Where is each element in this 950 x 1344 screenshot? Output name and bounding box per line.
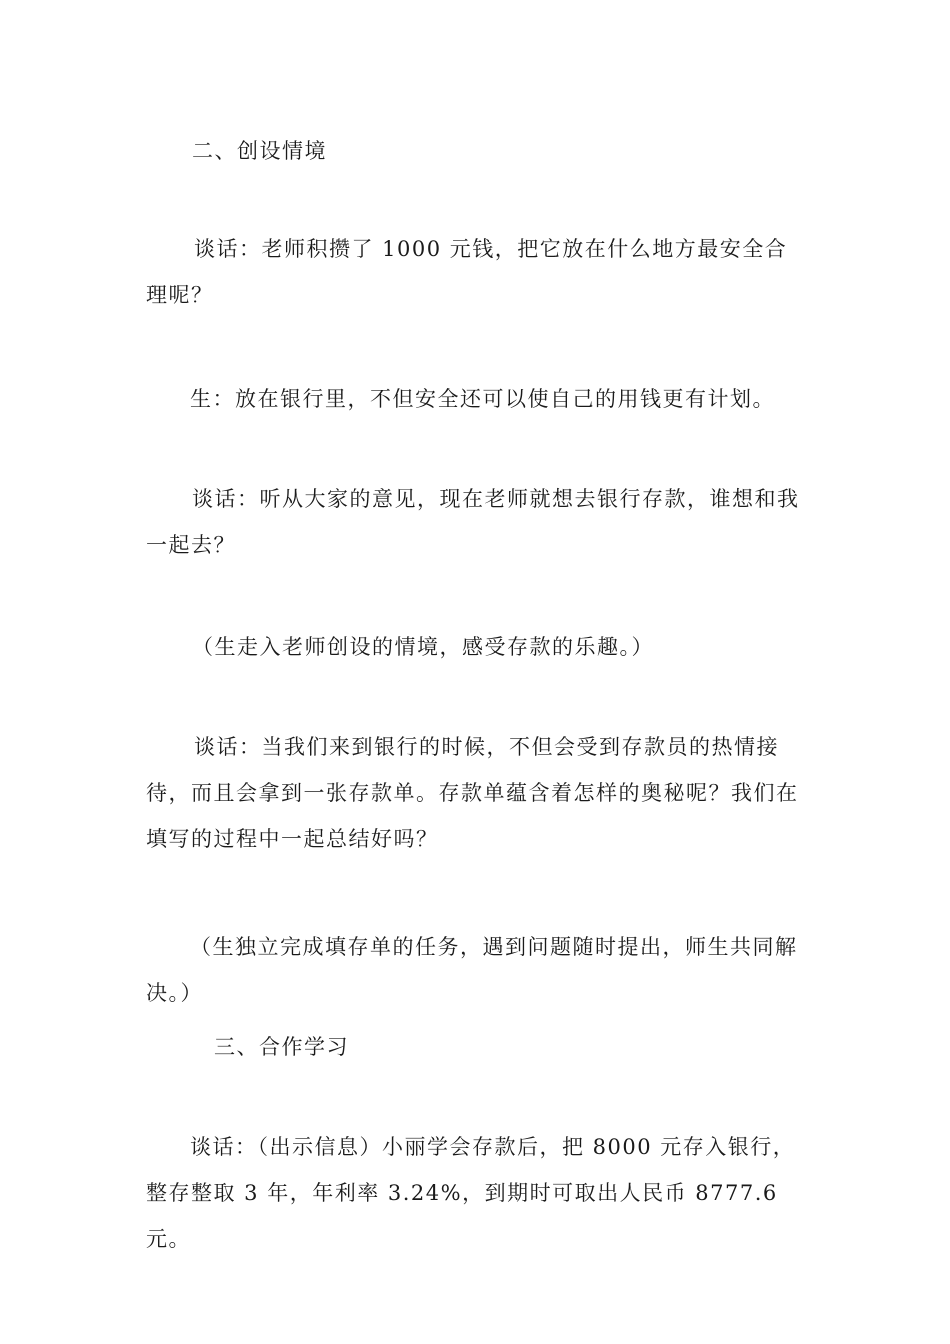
- paragraph-go-to-bank: 谈话：听从大家的意见，现在老师就想去银行存款，谁想和我一起去？: [146, 487, 800, 557]
- paragraph-student-bank-answer: 生：放在银行里，不但安全还可以使自己的用钱更有计划。: [190, 387, 775, 411]
- paragraph-teacher-savings: 谈话：老师积攒了 1000 元钱，把它放在什么地方最安全合理呢？: [146, 237, 788, 307]
- section-heading-cooperative-learning: 三、合作学习: [214, 1035, 349, 1059]
- paragraph-student-enter-situation: （生走入老师创设的情境，感受存款的乐趣。）: [192, 635, 654, 659]
- paragraph-deposit-slip: 谈话：当我们来到银行的时候，不但会受到存款员的热情接待，而且会拿到一张存款单。存款单蕴含着怎样的奥秘呢？我们在填写的过程中一起总结好吗？: [146, 735, 799, 851]
- paragraph-fill-deposit-slip: （生独立完成填存单的任务，遇到问题随时提出，师生共同解决。）: [146, 935, 798, 1005]
- section-heading-create-situation: 二、创设情境: [192, 139, 327, 163]
- paragraph-xiaoli-deposit: 谈话：（出示信息）小丽学会存款后，把 8000 元存入银行，整存整取 3 年，年利率 3.24%，到期时可取出人民币 8777.6 元。: [146, 1135, 796, 1251]
